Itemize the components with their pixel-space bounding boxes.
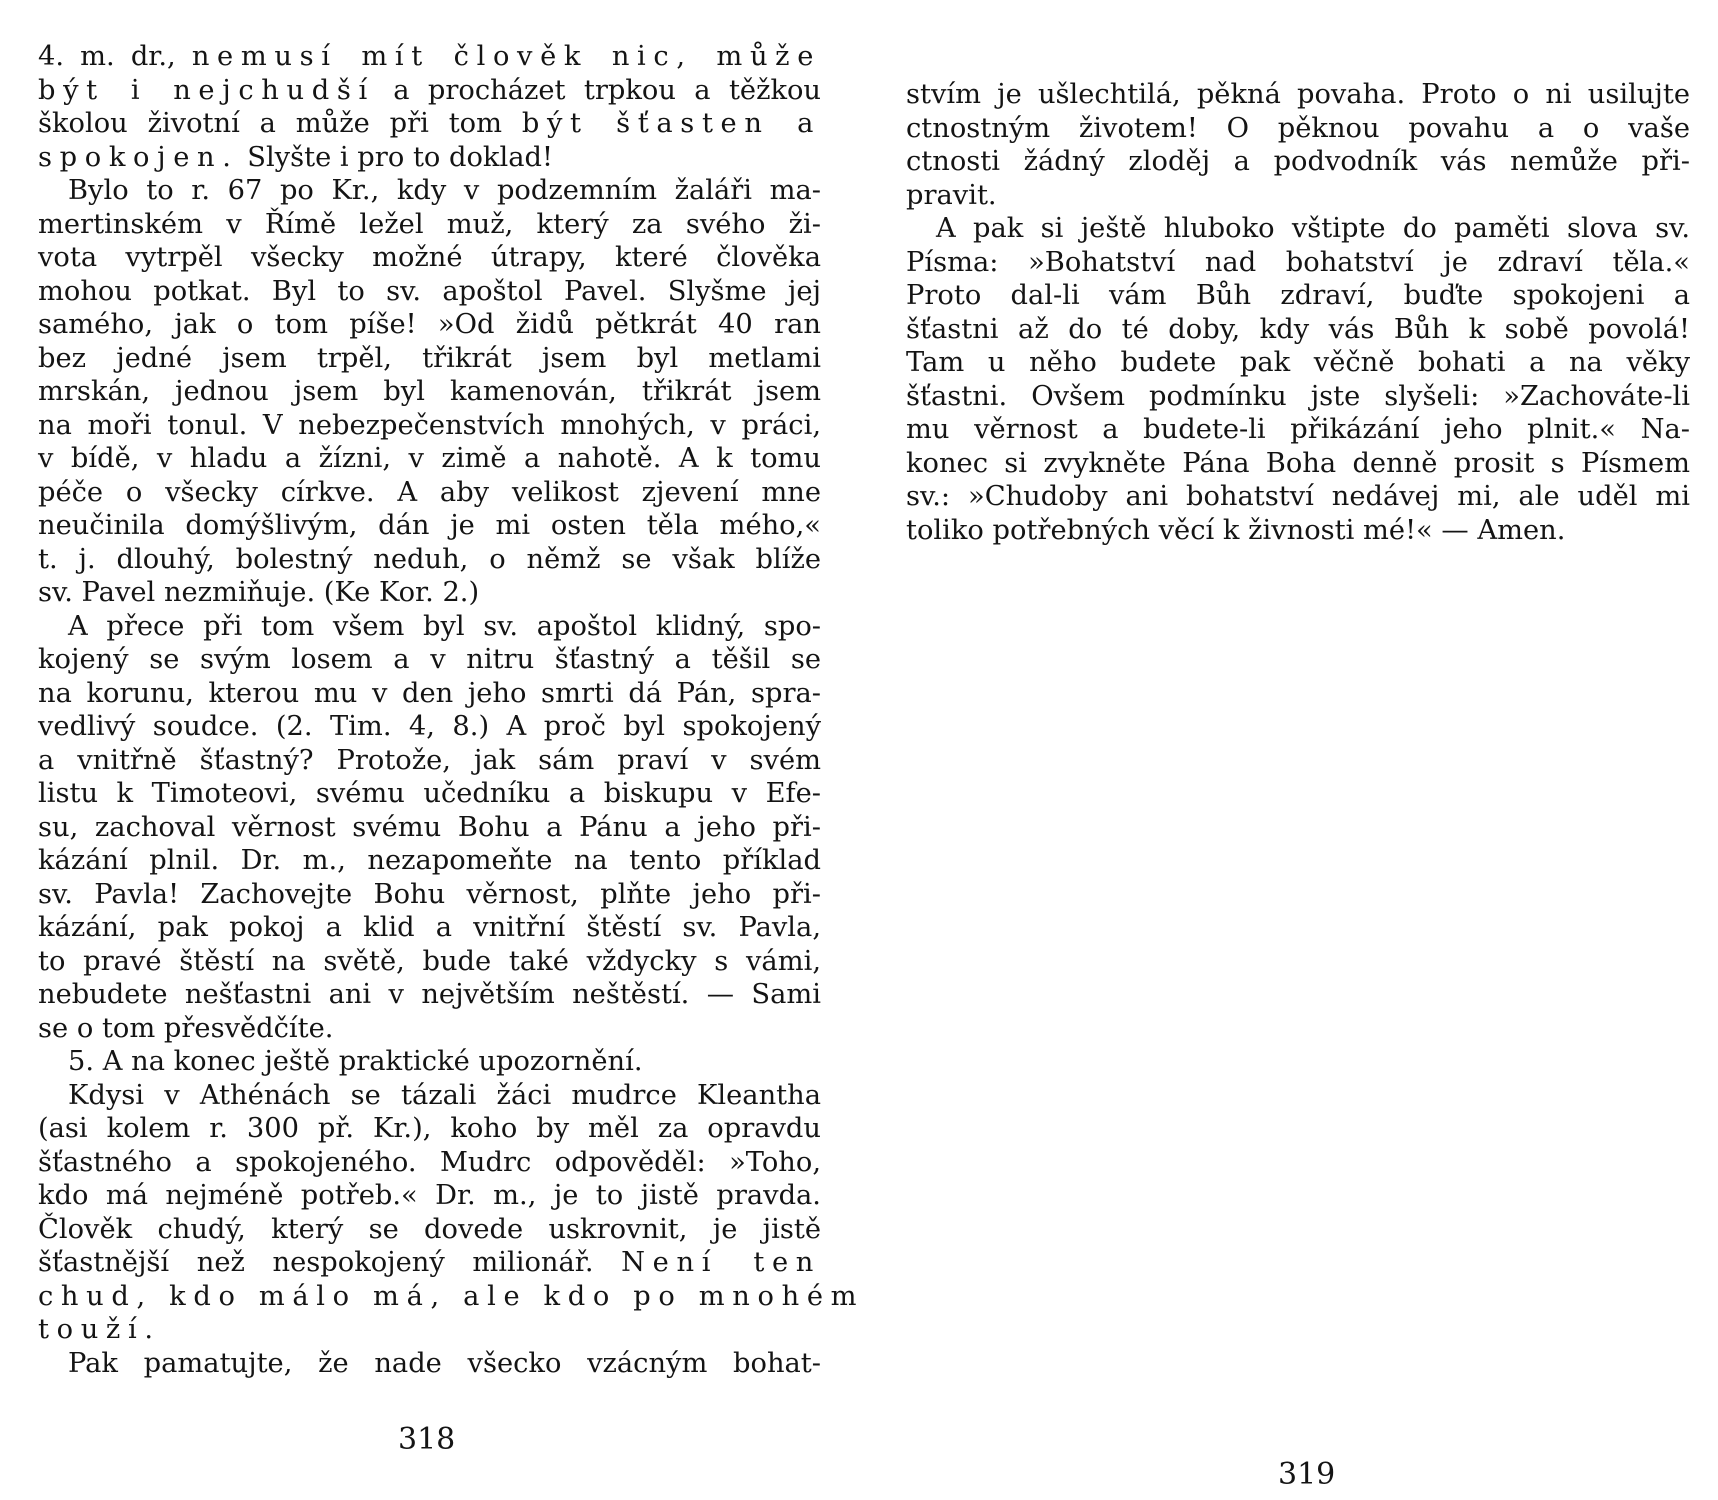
text-line: sv.: »Chudoby ani bohatství nedávej mi, ale uděl mi: [906, 481, 1690, 512]
text-line: konec si zvykněte Pána Boha denně prosit s Písmem: [906, 447, 1690, 479]
text-line: A přece při tom všem byl sv. apoštol klidný, spo-: [68, 610, 821, 642]
text-line: Pak pamatujte, že nade všecko vzácným bohat-: [68, 1347, 821, 1379]
text-line: vota vytrpěl všecky možné útrapy, které člověka: [38, 242, 821, 273]
text-line: na moři tonul. V nebezpečenstvích mnohých, v práci,: [38, 409, 821, 441]
text-line: na korunu, kterou mu v den jeho smrti dá Pán, spra-: [38, 677, 821, 709]
text-line: ctnostným životem! O pěknou povahu a o vaše: [906, 112, 1690, 144]
text-line: Tam u něho budete pak věčně bohati a na věky: [906, 347, 1690, 378]
text-line: spokojen. Slyšte i pro to doklad!: [38, 141, 553, 173]
right-page-number: 319: [1278, 1457, 1336, 1492]
text-line: neučinila domýšlivým, dán je mi osten těla mého,«: [38, 510, 821, 541]
text-line: Člověk chudý, který se dovede uskrovnit, je jistě: [38, 1213, 821, 1245]
text-line: kázání plnil. Dr. m., nezapomeňte na tento příklad: [38, 845, 821, 876]
text-line: listu k Timoteovi, svému učedníku a biskupu v Efe-: [38, 778, 821, 809]
text-line: toliko potřebných věcí k živnosti mé!« — Amen.: [906, 514, 1566, 546]
text-line: kázání, pak pokoj a klid a vnitřní štěstí sv. Pavla,: [38, 912, 821, 943]
text-line: vedlivý soudce. (2. Tim. 4, 8.) A proč byl spokojený: [38, 711, 821, 742]
text-line: pravit.: [906, 179, 997, 211]
text-line: mertinském v Římě ležel muž, který za svého ži-: [38, 208, 821, 240]
text-line: su, zachoval věrnost svému Bohu a Pánu a jeho při-: [38, 811, 821, 843]
text-line: bez jedné jsem trpěl, třikrát jsem byl metlami: [38, 342, 821, 374]
text-line: mohou potkat. Byl to sv. apoštol Pavel. Slyšme jej: [38, 275, 821, 307]
text-line: A pak si ještě hluboko vštipte do paměti slova sv.: [936, 213, 1690, 244]
right-page-text: [906, 78, 1690, 547]
text-line: sv. Pavel nezmiňuje. (Ke Kor. 2.): [38, 577, 480, 608]
text-line: sv. Pavla! Zachovejte Bohu věrnost, plňte jeho při-: [38, 878, 821, 910]
text-line: Proto dal-li vám Bůh zdraví, buďte spokojeni a: [906, 280, 1690, 311]
text-line: kojený se svým losem a v nitru šťastný a těšil se: [38, 644, 821, 675]
text-line: a vnitřně šťastný? Protože, jak sám praví v svém: [38, 744, 821, 776]
text-line: šťastni až do té doby, kdy vás Bůh k sobě povolá!: [906, 313, 1690, 345]
text-line: v bídě, v hladu a žízni, v zimě a nahotě. A k tomu: [38, 443, 821, 474]
text-line: šťastni. Ovšem podmínku jste slyšeli: »Zachováte-li: [906, 380, 1690, 412]
text-line: školou životní a může při tom být šťasten a: [38, 108, 821, 139]
text-line: Kdysi v Athénách se tázali žáci mudrce Kleantha: [68, 1079, 821, 1111]
text-line: to pravé štěstí na světě, bude také vždycky s vámi,: [38, 945, 821, 977]
text-line: (asi kolem r. 300 př. Kr.), koho by měl za opravdu: [38, 1113, 821, 1144]
right-page: [850, 0, 1718, 1500]
text-line: šťastnější než nespokojený milionář. Není ten: [38, 1247, 821, 1278]
left-page-text: [38, 40, 865, 1380]
text-line: kdo má nejméně potřeb.« Dr. m., je to jistě pravda.: [38, 1180, 821, 1211]
text-line: se o tom přesvědčíte.: [38, 1012, 334, 1044]
text-line: šťastného a spokojeného. Mudrc odpověděl: »Toho,: [38, 1146, 821, 1178]
text-line: péče o všecky církve. A aby velikost zjevení mne: [38, 476, 821, 508]
text-line: chud, kdo málo má, ale kdo po mnohém: [38, 1280, 865, 1312]
left-page-number: 318: [398, 1422, 456, 1457]
text-line: mrskán, jednou jsem byl kamenován, třikrát jsem: [38, 376, 821, 407]
text-line: Bylo to r. 67 po Kr., kdy v podzemním žaláři ma-: [68, 175, 821, 206]
text-line: ctnosti žádný zloděj a podvodník vás nemůže při-: [906, 146, 1690, 177]
text-line: t. j. dlouhý, bolestný neduh, o němž se však blíže: [38, 543, 821, 575]
text-line: být i nejchudší a procházet trpkou a těžkou: [38, 74, 822, 106]
text-line: nebudete nešťastni ani v největším neštěstí. — Sami: [38, 979, 821, 1010]
text-line: Písma: »Bohatství nad bohatství je zdraví těla.«: [906, 246, 1690, 278]
text-line: touží.: [38, 1314, 161, 1345]
text-line: mu věrnost a budete-li přikázání jeho plnit.« Na-: [906, 414, 1690, 445]
text-line: stvím je ušlechtilá, pěkná povaha. Proto o ni usilujte: [906, 79, 1690, 110]
text-line: 5. A na konec ještě praktické upozornění.: [68, 1046, 643, 1077]
text-line: samého, jak o tom píše! »Od židů pětkrát 40 ran: [38, 309, 821, 340]
text-line: 4. m. dr., nemusí mít člověk nic, může: [38, 41, 821, 72]
